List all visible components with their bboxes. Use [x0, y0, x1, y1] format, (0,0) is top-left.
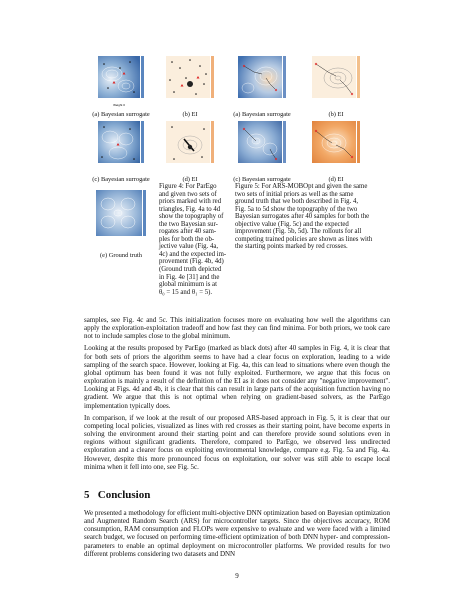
caption-line: Figure 4: For ParEgo [159, 183, 217, 190]
caption-line: triangles, Fig. 4a to 4d [159, 205, 221, 213]
caption-line: provement (Fig. 4b, 4d) [159, 258, 224, 266]
svg-text:Weight 0: Weight 0 [113, 103, 125, 107]
figure-5-caption [235, 183, 397, 251]
paragraph: We presented a methodology for efficient multi-objective DNN optimization based on Bayesian optimization and Augmented Random Search (ARS) for microcontroller targets. Since the objectives accuracy, ROM consumption, RAM consumption and FLOPs were expensive to evaluate and we were faced with a limited search budget, we focused on performing time-efficient optimization of both DNN hyper- and compression-parameters to enable an optimal deployment on microcontroller platforms. We provided results for two different problems considering two datasets and DNN [84, 509, 390, 558]
caption-5d: (d) EI [328, 176, 344, 183]
caption-line: ground truth that we both described in Fig. 4, [235, 198, 359, 206]
caption-4d: (d) EI [182, 176, 198, 183]
caption-line: priors marked with red [159, 198, 222, 206]
figure-4e [90, 188, 150, 248]
paragraph: In comparison, if we look at the result of our proposed ARS-based approach in Fig. 5, it is clear that our competing local policies, visualized as lines with red crosses as their starting point, have become experts in solving the environment around their starting point and can therefore provide sound solutions even in regions without significant gradients. Therefore, compared to ParEgo, we observed less undirected exploration and a clearer focus on exploiting environmental knowledge, compare e.g. Fig. 5a and Fig. 4a. However, despite this more pronounced focus on exploitation, our solver was still able to escape local minima when it fell into one, see Fig. 5c. [84, 413, 390, 471]
paragraph: samples, see Fig. 4c and 5c. This initialization focuses more on evaluating how well the algorithms can apply the exploration-exploitation tradeoff and how fast they can find minima. For both priors, we took care not to include samples close to the global minimum. [84, 316, 390, 341]
caption-5a: (a) Bayesian surrogate [233, 111, 291, 118]
figure-5c [232, 119, 292, 175]
caption-4c: (c) Bayesian surrogate [92, 176, 150, 183]
page-number: 9 [235, 572, 239, 580]
caption-line: the two Bayesian sur- [159, 220, 218, 228]
figure-4c [90, 119, 148, 175]
figure-5b [306, 54, 370, 110]
caption-5c: (c) Bayesian surrogate [233, 176, 291, 183]
section-title: Conclusion [97, 489, 151, 501]
caption-line: in Fig. 4e [31] and the [159, 273, 220, 281]
section-number: 5 [84, 489, 90, 501]
caption-4a: (a) Bayesian surrogate [92, 111, 150, 118]
caption-line: jective value (Fig. 4a, [159, 243, 219, 251]
figure-4d [160, 119, 220, 175]
caption-line: competing trained policies are shown as lines with [235, 235, 373, 243]
caption-4e: (e) Ground truth [100, 252, 142, 259]
figure-4a [90, 54, 148, 110]
caption-line: objective value (Fig. 5c) and the expected [235, 220, 349, 228]
figure-5a [232, 54, 292, 110]
caption-line: Bayesian surrogates after 40 samples for both the [235, 213, 370, 221]
caption-line: the starting points marked by red crosses. [235, 243, 348, 251]
section-heading [84, 489, 284, 501]
figure-4-caption [159, 183, 234, 296]
caption-line: rogates after 40 sam- [159, 228, 217, 236]
caption-5b: (b) EI [328, 111, 344, 118]
caption-line: θ₀ = 15 and θ₁ = 5). [159, 288, 213, 296]
conclusion-text [84, 509, 390, 558]
caption-line: 4c) and the expected im- [159, 250, 227, 258]
caption-line: (Ground truth depicted [159, 266, 222, 274]
caption-4b: (b) EI [182, 111, 198, 118]
caption-line: and given two sets of [159, 190, 217, 198]
caption-line: global minimum is at [159, 281, 217, 289]
caption-line: show the topography of [159, 213, 224, 221]
figure-4b [160, 54, 220, 110]
caption-line: Fig. 5a to 5d show the topography of the two [235, 205, 358, 213]
figure-5d [306, 119, 370, 175]
body-text [84, 316, 390, 471]
paragraph: Looking at the results proposed by ParEgo (marked as black dots) after 40 samples in Fig. 4, it is clear that for both sets of priors the algorithm seems to have had a clear focus on exploration, leading to a wide sampling of the search space. However, looking at Fig. 4a, this can lead to situations where even though the global optimum has been found it was not fully exploited. Furthermore, we argue that this focus on exploration is mainly a result of the definition of the EI as it does not consider any "negative improvement". Looking at Figs. 4d and 4b, it is clear that this can result in large parts of the acquisition function having no gradient. We argue that this is not optimal when relying on gradient-based solvers, as the ParEgo implementation typically does. [84, 344, 390, 410]
caption-line: two sets of initial priors as well as the same [235, 190, 354, 198]
caption-line: improvement (Fig. 5b, 5d). The rollouts for all [235, 228, 362, 236]
caption-line: Figure 5: For ARS-MOBOpt and given the same [235, 183, 368, 190]
caption-line: ples for both the ob- [159, 235, 215, 243]
